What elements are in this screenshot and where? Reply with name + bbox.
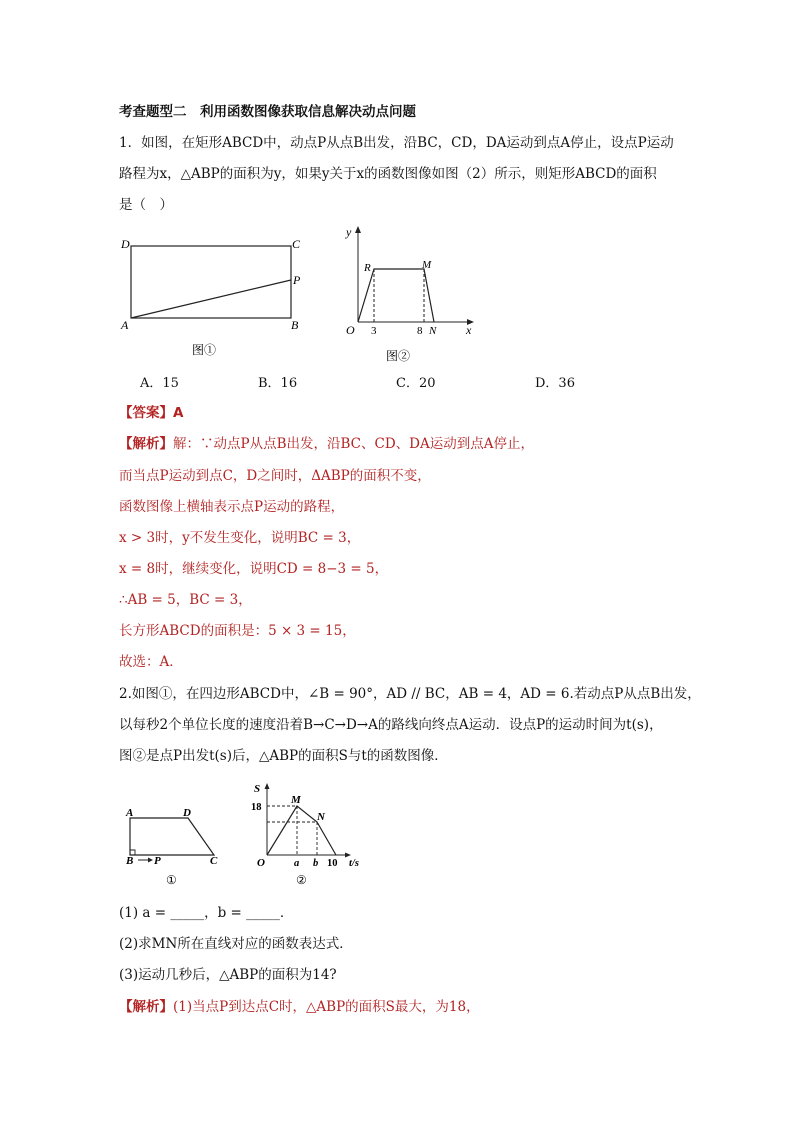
analysis-line-4: x > 3时，y不发生变化，说明BC = 3， bbox=[119, 530, 361, 546]
q1-line-3: 是（ ） bbox=[119, 197, 173, 213]
fig1-caption: ① bbox=[166, 873, 177, 887]
segment-ap bbox=[131, 280, 291, 318]
label-o: O bbox=[257, 857, 265, 869]
analysis-line-3: 函数图像上横轴表示点P运动的路程， bbox=[119, 499, 345, 515]
label-a: A bbox=[121, 318, 129, 332]
trapezoid-abcd bbox=[130, 818, 214, 855]
label-s: S bbox=[254, 783, 261, 795]
q1-figure-2 bbox=[336, 222, 486, 367]
q2-sub-2: (2)求MN所在直线对应的函数表达式． bbox=[119, 936, 353, 952]
label-d: D bbox=[183, 807, 191, 819]
label-y: y bbox=[346, 225, 352, 239]
graph-line bbox=[358, 269, 434, 322]
fig2-caption: ② bbox=[296, 873, 307, 887]
label-p: P bbox=[293, 273, 301, 287]
q1-analysis-first-line bbox=[119, 434, 534, 454]
q2-sub-1: (1) a = _____，b = _____． bbox=[119, 905, 294, 921]
label-n: N bbox=[317, 811, 325, 823]
q1-line-1: 1．如图，在矩形ABCD中，动点P从点B出发，沿BC，CD，DA运动到点A停止，设点P运动 bbox=[119, 135, 674, 151]
q2-analysis-text: (1)当点P到达点C时，△ABP的面积S最大，为18， bbox=[173, 999, 480, 1015]
t-axis-arrow bbox=[345, 853, 351, 858]
label-x: x bbox=[466, 323, 472, 337]
analysis-tag: 【解析】 bbox=[119, 436, 173, 452]
rectangle-abcd bbox=[131, 246, 291, 318]
choice-a: A．15 bbox=[140, 376, 179, 391]
s-axis-arrow bbox=[265, 783, 270, 789]
q1-figure-1 bbox=[115, 232, 315, 362]
analysis-line-1: 解：∵动点P从点B出发，沿BC、CD、DA运动到点A停止， bbox=[173, 436, 534, 452]
q2-line-2: 以每秒2个单位长度的速度沿着B→C→D→A的路线向终点A运动．设点P的运动时间为t(s)， bbox=[119, 717, 663, 733]
fig1-caption: 图① bbox=[192, 343, 217, 357]
label-o: O bbox=[346, 323, 355, 337]
tick-10: 10 bbox=[327, 858, 338, 869]
section-title: 考查题型二 利用函数图像获取信息解决动点问题 bbox=[119, 104, 416, 120]
tick-8: 8 bbox=[417, 325, 423, 337]
analysis-line-6: ∴AB = 5，BC = 3， bbox=[119, 592, 252, 608]
analysis-line-8: 故选：A． bbox=[119, 654, 183, 670]
choice-d: D．36 bbox=[535, 376, 575, 391]
q2-analysis-tag: 【解析】 bbox=[119, 999, 173, 1015]
answer-tag: 【答案】A bbox=[119, 405, 184, 421]
q2-figure-2 bbox=[250, 778, 375, 890]
tick-b: b bbox=[313, 858, 319, 869]
label-m: M bbox=[422, 259, 432, 271]
label-r: R bbox=[364, 262, 371, 274]
graph-line bbox=[267, 806, 336, 855]
label-d: D bbox=[121, 237, 130, 251]
analysis-line-5: x = 8时，继续变化，说明CD = 8−3 = 5， bbox=[119, 561, 389, 577]
label-a: A bbox=[126, 807, 134, 819]
tick-a: a bbox=[294, 858, 300, 869]
motion-arrow-head bbox=[148, 858, 153, 863]
label-m: M bbox=[291, 794, 301, 806]
label-b: B bbox=[126, 855, 134, 867]
tick-18: 18 bbox=[251, 802, 262, 813]
choice-c: C．20 bbox=[396, 376, 436, 391]
label-c: C bbox=[210, 855, 218, 867]
analysis-line-7: 长方形ABCD的面积是：5 × 3 = 15， bbox=[119, 623, 356, 639]
q2-figure-1 bbox=[118, 798, 233, 890]
label-c: C bbox=[292, 237, 301, 251]
q2-line-3: 图②是点P出发t(s)后，△ABP的面积S与t的函数图像． bbox=[119, 748, 448, 764]
y-axis-arrow bbox=[355, 226, 361, 233]
tick-3: 3 bbox=[371, 325, 377, 337]
label-t: t/s bbox=[349, 858, 359, 869]
q2-analysis-line bbox=[119, 997, 480, 1017]
label-p: P bbox=[154, 855, 161, 867]
q2-sub-3: (3)运动几秒后，△ABP的面积为14? bbox=[119, 967, 337, 983]
label-b: B bbox=[291, 318, 299, 332]
choice-b: B．16 bbox=[258, 376, 298, 391]
label-n: N bbox=[429, 325, 437, 337]
fig2-caption: 图② bbox=[386, 349, 411, 363]
analysis-line-2: 而当点P运动到点C，D之间时，ΔABP的面积不变， bbox=[119, 468, 431, 484]
q1-line-2: 路程为x，△ABP的面积为y，如果y关于x的函数图像如图（2）所示，则矩形ABCD的面积 bbox=[119, 166, 657, 182]
q2-line-1: 2.如图①，在四边形ABCD中，∠B = 90°，AD // BC，AB = 4，AD = 6.若动点P从点B出发， bbox=[119, 686, 701, 702]
